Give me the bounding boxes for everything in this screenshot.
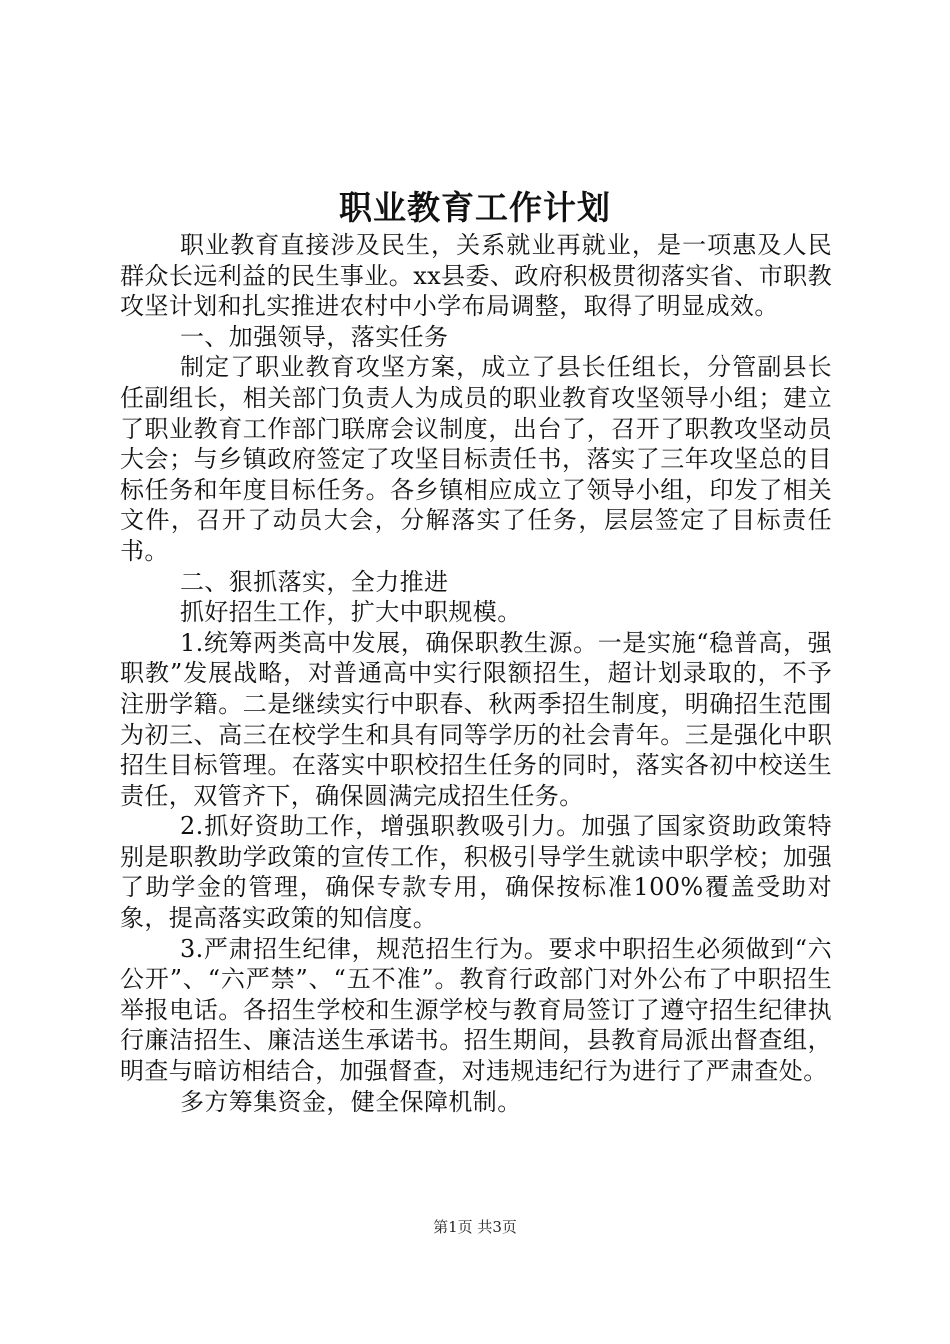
section-heading-2: 二、狠抓落实，全力推进 — [180, 567, 449, 596]
page-footer: 第1页 共3页 — [433, 1218, 517, 1236]
paragraph-item-1: 1.统筹两类高中发展，确保职教生源。一是实施“稳普高，强职教”发展战略，对普通高中实行限额招生，超计划录取的，不予注册学籍。二是继续实行中职春、秋两季招生制度，明确招生范围为初三、高三在校学生和具有同等学历的社会青年。三是强化中职招生目标管理。在落实中职校招生任务的同时，落实各初中校送生责任，双管齐下，确保圆满完成招生任务。 — [120, 628, 832, 810]
paragraph-item-3: 3.严肃招生纪律，规范招生行为。要求中职招生必须做到“六公开”、“六严禁”、“五不准”。教育行政部门对外公布了中职招生举报电话。各招生学校和生源学校与教育局签订了遵守招生纪律执行廉洁招生、廉洁送生承诺书。招生期间，县教育局派出督查组，明查与暗访相结合，加强督查，对违规违纪行为进行了严肃查处。 — [120, 934, 832, 1086]
paragraph-section-1: 制定了职业教育攻坚方案，成立了县长任组长，分管副县长任副组长，相关部门负责人为成员的职业教育攻坚领导小组；建立了职业教育工作部门联席会议制度，出台了，召开了职教攻坚动员大会；与乡镇政府签定了攻坚目标责任书，落实了三年攻坚总的目标任务和年度目标任务。各乡镇相应成立了领导小组，印发了相关文件，召开了动员大会，分解落实了任务，层层签定了目标责任书。 — [120, 353, 832, 565]
subheading-funding: 多方筹集资金，健全保障机制。 — [180, 1087, 522, 1116]
paragraph-intro: 职业教育直接涉及民生，关系就业再就业，是一项惠及人民群众长远利益的民生事业。xx县委、政府积极贯彻落实省、市职教攻坚计划和扎实推进农村中小学布局调整，取得了明显成效。 — [120, 231, 832, 321]
subheading-enrollment: 抓好招生工作，扩大中职规模。 — [180, 598, 522, 627]
section-heading-1: 一、加强领导，落实任务 — [180, 322, 449, 351]
document-title: 职业教育工作计划 — [339, 188, 611, 227]
paragraph-item-2: 2.抓好资助工作，增强职教吸引力。加强了国家资助政策特别是职教助学政策的宣传工作，积极引导学生就读中职学校；加强了助学金的管理，确保专款专用，确保按标准100%覆盖受助对象，提高落实政策的知信度。 — [120, 812, 832, 933]
document-body — [120, 230, 832, 1117]
